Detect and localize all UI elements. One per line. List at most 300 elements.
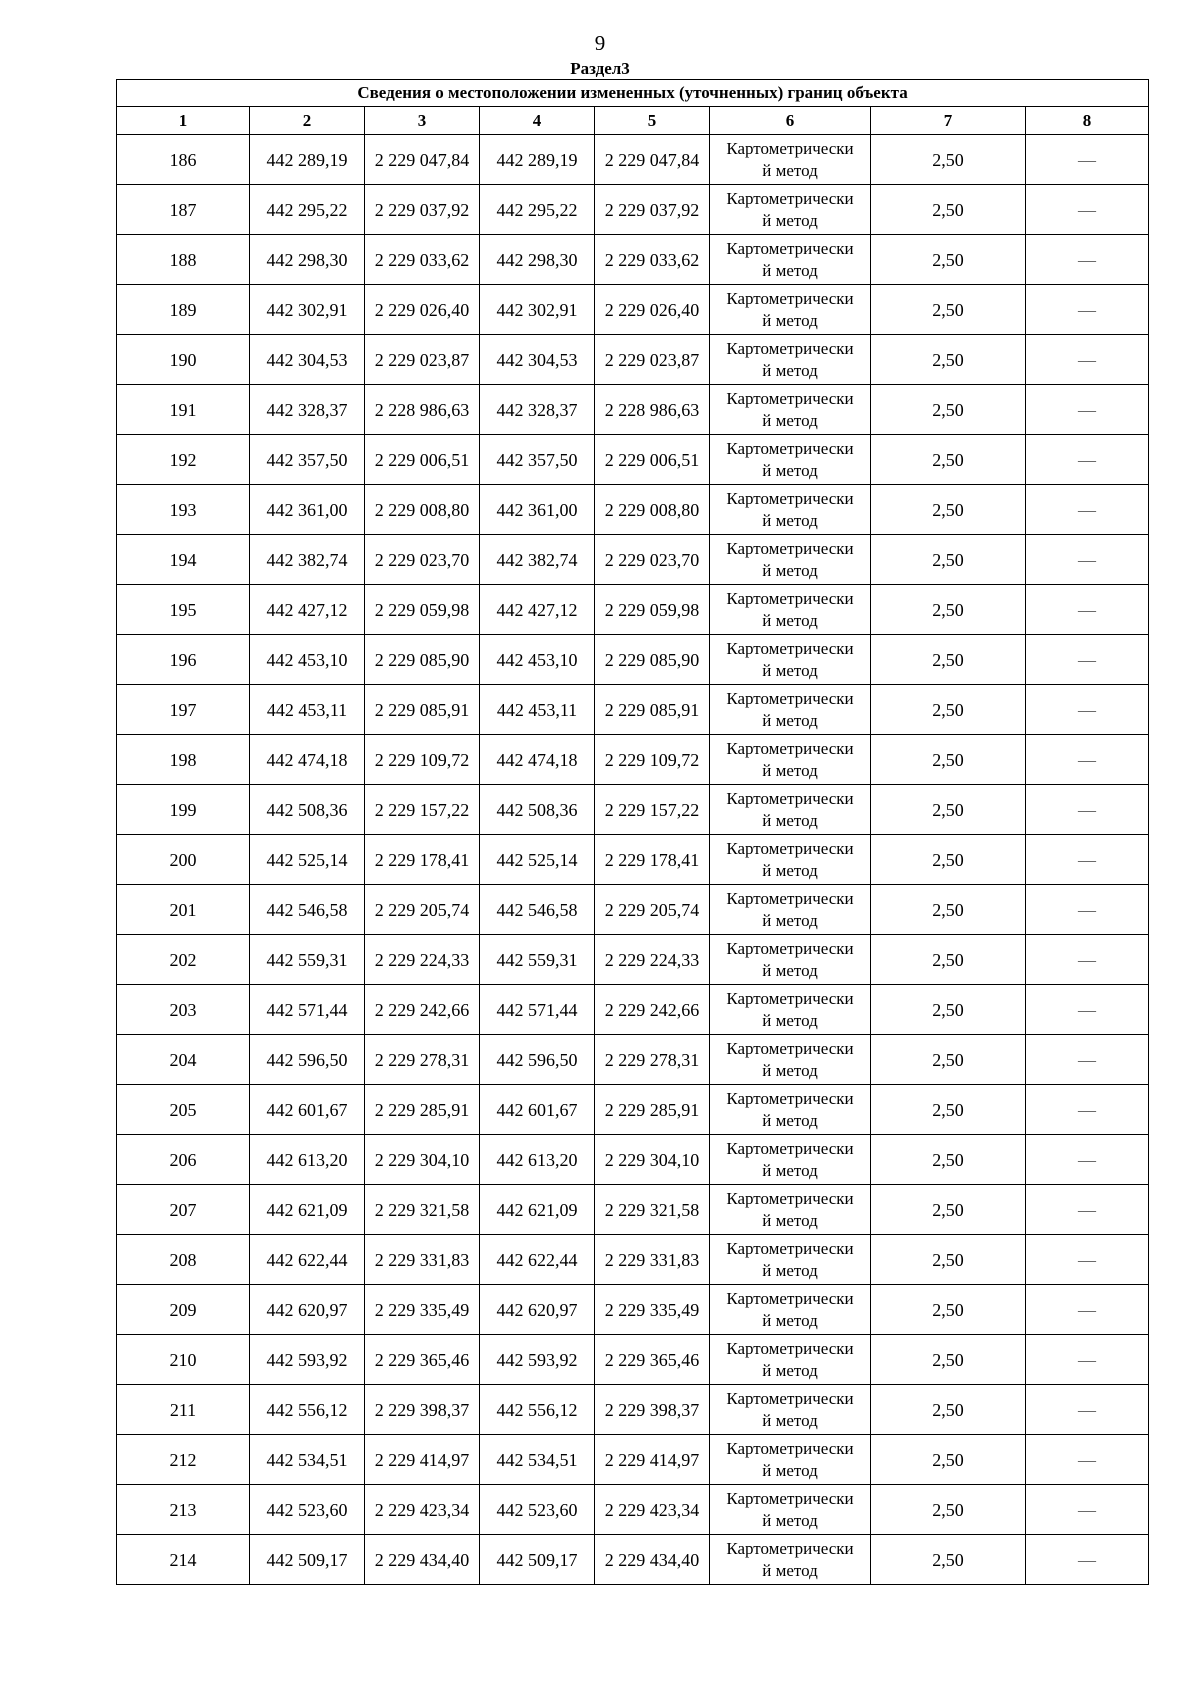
- description-cell: —: [1026, 885, 1149, 935]
- accuracy-cell: 2,50: [871, 535, 1026, 585]
- accuracy-cell: 2,50: [871, 1335, 1026, 1385]
- table-row: [117, 1485, 1149, 1535]
- accuracy-cell: 2,50: [871, 635, 1026, 685]
- method-text-line1: Картометрически: [726, 1338, 854, 1358]
- accuracy-cell: 2,50: [871, 135, 1026, 185]
- accuracy-cell: 2,50: [871, 585, 1026, 635]
- point-number-cell: 198: [117, 735, 250, 785]
- method-cell: [710, 485, 871, 535]
- method-text-line2: й метод: [762, 1260, 818, 1280]
- x-refined-cell: 442 298,30: [480, 235, 595, 285]
- y-refined-cell: 2 229 059,98: [595, 585, 710, 635]
- method-cell: [710, 285, 871, 335]
- description-cell: —: [1026, 935, 1149, 985]
- table-row: [117, 185, 1149, 235]
- y-existing-cell: 2 229 321,58: [365, 1185, 480, 1235]
- method-text-line1: Картометрически: [726, 1288, 854, 1308]
- method-cell: [710, 335, 871, 385]
- x-refined-cell: 442 509,17: [480, 1535, 595, 1585]
- x-existing-cell: 442 298,30: [250, 235, 365, 285]
- description-cell: —: [1026, 1485, 1149, 1535]
- method-text-line1: Картометрически: [726, 1538, 854, 1558]
- y-existing-cell: 2 229 434,40: [365, 1535, 480, 1585]
- accuracy-cell: 2,50: [871, 735, 1026, 785]
- x-refined-cell: 442 453,11: [480, 685, 595, 735]
- description-cell: —: [1026, 1185, 1149, 1235]
- x-existing-cell: 442 427,12: [250, 585, 365, 635]
- accuracy-cell: 2,50: [871, 235, 1026, 285]
- description-cell: —: [1026, 535, 1149, 585]
- column-number-6: 6: [710, 107, 871, 135]
- x-refined-cell: 442 302,91: [480, 285, 595, 335]
- x-refined-cell: 442 427,12: [480, 585, 595, 635]
- method-text-line2: й метод: [762, 1160, 818, 1180]
- y-existing-cell: 2 229 085,91: [365, 685, 480, 735]
- description-cell: —: [1026, 285, 1149, 335]
- method-text-line2: й метод: [762, 860, 818, 880]
- y-refined-cell: 2 229 423,34: [595, 1485, 710, 1535]
- x-refined-cell: 442 525,14: [480, 835, 595, 885]
- y-existing-cell: 2 229 033,62: [365, 235, 480, 285]
- table-row: [117, 685, 1149, 735]
- table-body: [117, 135, 1149, 1585]
- method-text-line1: Картометрически: [726, 1488, 854, 1508]
- table-row: [117, 1135, 1149, 1185]
- y-refined-cell: 2 229 365,46: [595, 1335, 710, 1385]
- x-refined-cell: 442 571,44: [480, 985, 595, 1035]
- point-number-cell: 212: [117, 1435, 250, 1485]
- x-existing-cell: 442 453,10: [250, 635, 365, 685]
- y-existing-cell: 2 229 224,33: [365, 935, 480, 985]
- y-existing-cell: 2 229 085,90: [365, 635, 480, 685]
- method-text-line2: й метод: [762, 1210, 818, 1230]
- x-existing-cell: 442 474,18: [250, 735, 365, 785]
- accuracy-cell: 2,50: [871, 385, 1026, 435]
- x-refined-cell: 442 534,51: [480, 1435, 595, 1485]
- method-text-line1: Картометрически: [726, 1188, 854, 1208]
- table-row: [117, 735, 1149, 785]
- y-refined-cell: 2 229 033,62: [595, 235, 710, 285]
- method-text-line1: Картометрически: [726, 838, 854, 858]
- table-row: [117, 785, 1149, 835]
- accuracy-cell: 2,50: [871, 1435, 1026, 1485]
- accuracy-cell: 2,50: [871, 1235, 1026, 1285]
- x-existing-cell: 442 523,60: [250, 1485, 365, 1535]
- accuracy-cell: 2,50: [871, 935, 1026, 985]
- point-number-cell: 186: [117, 135, 250, 185]
- x-refined-cell: 442 357,50: [480, 435, 595, 485]
- table-row: [117, 1385, 1149, 1435]
- method-cell: [710, 735, 871, 785]
- description-cell: —: [1026, 785, 1149, 835]
- point-number-cell: 197: [117, 685, 250, 735]
- method-text-line1: Картометрически: [726, 138, 854, 158]
- x-refined-cell: 442 593,92: [480, 1335, 595, 1385]
- description-cell: —: [1026, 435, 1149, 485]
- method-text-line1: Картометрически: [726, 1438, 854, 1458]
- x-existing-cell: 442 357,50: [250, 435, 365, 485]
- point-number-cell: 205: [117, 1085, 250, 1135]
- accuracy-cell: 2,50: [871, 485, 1026, 535]
- x-existing-cell: 442 546,58: [250, 885, 365, 935]
- accuracy-cell: 2,50: [871, 1135, 1026, 1185]
- y-refined-cell: 2 229 085,90: [595, 635, 710, 685]
- method-text-line1: Картометрически: [726, 188, 854, 208]
- table-row: [117, 1535, 1149, 1585]
- point-number-cell: 204: [117, 1035, 250, 1085]
- method-text-line1: Картометрически: [726, 788, 854, 808]
- x-existing-cell: 442 621,09: [250, 1185, 365, 1235]
- y-existing-cell: 2 229 414,97: [365, 1435, 480, 1485]
- method-text-line2: й метод: [762, 1560, 818, 1580]
- y-existing-cell: 2 229 178,41: [365, 835, 480, 885]
- y-refined-cell: 2 229 414,97: [595, 1435, 710, 1485]
- x-refined-cell: 442 453,10: [480, 635, 595, 685]
- method-cell: [710, 985, 871, 1035]
- table-row: [117, 135, 1149, 185]
- accuracy-cell: 2,50: [871, 1085, 1026, 1135]
- y-existing-cell: 2 229 023,70: [365, 535, 480, 585]
- method-text-line1: Картометрически: [726, 938, 854, 958]
- table-row: [117, 485, 1149, 535]
- x-existing-cell: 442 361,00: [250, 485, 365, 535]
- accuracy-cell: 2,50: [871, 335, 1026, 385]
- point-number-cell: 214: [117, 1535, 250, 1585]
- x-existing-cell: 442 508,36: [250, 785, 365, 835]
- y-refined-cell: 2 229 398,37: [595, 1385, 710, 1435]
- accuracy-cell: 2,50: [871, 885, 1026, 935]
- table-row: [117, 1285, 1149, 1335]
- point-number-cell: 213: [117, 1485, 250, 1535]
- method-cell: [710, 635, 871, 685]
- y-existing-cell: 2 229 331,83: [365, 1235, 480, 1285]
- y-existing-cell: 2 229 026,40: [365, 285, 480, 335]
- description-cell: —: [1026, 1285, 1149, 1335]
- x-existing-cell: 442 620,97: [250, 1285, 365, 1335]
- method-text-line1: Картометрически: [726, 238, 854, 258]
- table-caption: Сведения о местоположении измененных (уточненных) границ объекта: [117, 80, 1149, 107]
- method-text-line2: й метод: [762, 910, 818, 930]
- description-cell: —: [1026, 1085, 1149, 1135]
- point-number-cell: 207: [117, 1185, 250, 1235]
- x-refined-cell: 442 295,22: [480, 185, 595, 235]
- y-refined-cell: 2 229 278,31: [595, 1035, 710, 1085]
- y-existing-cell: 2 229 109,72: [365, 735, 480, 785]
- accuracy-cell: 2,50: [871, 185, 1026, 235]
- method-text-line2: й метод: [762, 1510, 818, 1530]
- method-text-line2: й метод: [762, 710, 818, 730]
- method-text-line1: Картометрически: [726, 888, 854, 908]
- y-existing-cell: 2 229 059,98: [365, 585, 480, 635]
- method-text-line2: й метод: [762, 610, 818, 630]
- description-cell: —: [1026, 835, 1149, 885]
- point-number-cell: 194: [117, 535, 250, 585]
- description-cell: —: [1026, 635, 1149, 685]
- method-text-line1: Картометрически: [726, 488, 854, 508]
- y-refined-cell: 2 229 026,40: [595, 285, 710, 335]
- y-refined-cell: 2 229 242,66: [595, 985, 710, 1035]
- method-cell: [710, 785, 871, 835]
- method-text-line2: й метод: [762, 760, 818, 780]
- description-cell: —: [1026, 1335, 1149, 1385]
- point-number-cell: 211: [117, 1385, 250, 1435]
- description-cell: —: [1026, 1235, 1149, 1285]
- column-number-3: 3: [365, 107, 480, 135]
- method-cell: [710, 435, 871, 485]
- x-refined-cell: 442 508,36: [480, 785, 595, 835]
- x-refined-cell: 442 621,09: [480, 1185, 595, 1235]
- y-existing-cell: 2 229 037,92: [365, 185, 480, 235]
- method-text-line2: й метод: [762, 810, 818, 830]
- boundary-coordinates-table: [116, 79, 1149, 1585]
- method-text-line2: й метод: [762, 260, 818, 280]
- y-refined-cell: 2 229 205,74: [595, 885, 710, 935]
- method-text-line1: Картометрически: [726, 738, 854, 758]
- method-cell: [710, 1385, 871, 1435]
- y-existing-cell: 2 229 023,87: [365, 335, 480, 385]
- y-refined-cell: 2 229 285,91: [595, 1085, 710, 1135]
- accuracy-cell: 2,50: [871, 1285, 1026, 1335]
- method-cell: [710, 1085, 871, 1135]
- method-cell: [710, 885, 871, 935]
- method-cell: [710, 1335, 871, 1385]
- y-existing-cell: 2 229 304,10: [365, 1135, 480, 1185]
- description-cell: —: [1026, 185, 1149, 235]
- table-row: [117, 385, 1149, 435]
- method-cell: [710, 185, 871, 235]
- x-existing-cell: 442 289,19: [250, 135, 365, 185]
- y-existing-cell: 2 229 047,84: [365, 135, 480, 185]
- x-existing-cell: 442 509,17: [250, 1535, 365, 1585]
- accuracy-cell: 2,50: [871, 985, 1026, 1035]
- method-cell: [710, 385, 871, 435]
- method-cell: [710, 235, 871, 285]
- table-row: [117, 835, 1149, 885]
- method-text-line1: Картометрически: [726, 1038, 854, 1058]
- x-refined-cell: 442 304,53: [480, 335, 595, 385]
- point-number-cell: 201: [117, 885, 250, 935]
- description-cell: —: [1026, 385, 1149, 435]
- x-refined-cell: 442 523,60: [480, 1485, 595, 1535]
- point-number-cell: 189: [117, 285, 250, 335]
- x-existing-cell: 442 453,11: [250, 685, 365, 735]
- method-cell: [710, 835, 871, 885]
- point-number-cell: 187: [117, 185, 250, 235]
- y-refined-cell: 2 229 321,58: [595, 1185, 710, 1235]
- x-existing-cell: 442 613,20: [250, 1135, 365, 1185]
- x-existing-cell: 442 571,44: [250, 985, 365, 1035]
- y-refined-cell: 2 229 006,51: [595, 435, 710, 485]
- y-refined-cell: 2 229 304,10: [595, 1135, 710, 1185]
- point-number-cell: 206: [117, 1135, 250, 1185]
- method-text-line2: й метод: [762, 1010, 818, 1030]
- table-row: [117, 335, 1149, 385]
- x-existing-cell: 442 328,37: [250, 385, 365, 435]
- method-cell: [710, 135, 871, 185]
- x-refined-cell: 442 556,12: [480, 1385, 595, 1435]
- table-row: [117, 985, 1149, 1035]
- description-cell: —: [1026, 1435, 1149, 1485]
- y-refined-cell: 2 229 224,33: [595, 935, 710, 985]
- method-text-line2: й метод: [762, 960, 818, 980]
- x-refined-cell: 442 328,37: [480, 385, 595, 435]
- x-existing-cell: 442 556,12: [250, 1385, 365, 1435]
- method-text-line2: й метод: [762, 310, 818, 330]
- table-row: [117, 1435, 1149, 1485]
- description-cell: —: [1026, 235, 1149, 285]
- x-existing-cell: 442 295,22: [250, 185, 365, 235]
- method-text-line2: й метод: [762, 210, 818, 230]
- description-cell: —: [1026, 985, 1149, 1035]
- y-existing-cell: 2 229 205,74: [365, 885, 480, 935]
- description-cell: —: [1026, 735, 1149, 785]
- y-refined-cell: 2 229 085,91: [595, 685, 710, 735]
- method-text-line2: й метод: [762, 660, 818, 680]
- method-cell: [710, 1235, 871, 1285]
- accuracy-cell: 2,50: [871, 285, 1026, 335]
- method-text-line1: Картометрически: [726, 1088, 854, 1108]
- accuracy-cell: 2,50: [871, 1535, 1026, 1585]
- method-cell: [710, 1135, 871, 1185]
- accuracy-cell: 2,50: [871, 785, 1026, 835]
- y-refined-cell: 2 229 023,87: [595, 335, 710, 385]
- y-refined-cell: 2 229 037,92: [595, 185, 710, 235]
- point-number-cell: 196: [117, 635, 250, 685]
- method-text-line2: й метод: [762, 1310, 818, 1330]
- y-existing-cell: 2 229 006,51: [365, 435, 480, 485]
- point-number-cell: 202: [117, 935, 250, 985]
- table-row: [117, 935, 1149, 985]
- method-cell: [710, 1185, 871, 1235]
- column-number-2: 2: [250, 107, 365, 135]
- point-number-cell: 195: [117, 585, 250, 635]
- x-refined-cell: 442 596,50: [480, 1035, 595, 1085]
- x-existing-cell: 442 559,31: [250, 935, 365, 985]
- column-number-8: 8: [1026, 107, 1149, 135]
- accuracy-cell: 2,50: [871, 685, 1026, 735]
- description-cell: —: [1026, 1385, 1149, 1435]
- table-row: [117, 1235, 1149, 1285]
- method-text-line1: Картометрически: [726, 688, 854, 708]
- x-existing-cell: 442 622,44: [250, 1235, 365, 1285]
- y-existing-cell: 2 228 986,63: [365, 385, 480, 435]
- point-number-cell: 210: [117, 1335, 250, 1385]
- method-text-line2: й метод: [762, 510, 818, 530]
- description-cell: —: [1026, 685, 1149, 735]
- x-refined-cell: 442 620,97: [480, 1285, 595, 1335]
- y-refined-cell: 2 229 109,72: [595, 735, 710, 785]
- y-refined-cell: 2 229 335,49: [595, 1285, 710, 1335]
- method-text-line1: Картометрически: [726, 388, 854, 408]
- x-existing-cell: 442 525,14: [250, 835, 365, 885]
- method-text-line1: Картометрически: [726, 538, 854, 558]
- method-cell: [710, 585, 871, 635]
- column-number-row: [117, 107, 1149, 135]
- description-cell: —: [1026, 1535, 1149, 1585]
- y-existing-cell: 2 229 242,66: [365, 985, 480, 1035]
- table-row: [117, 535, 1149, 585]
- x-existing-cell: 442 596,50: [250, 1035, 365, 1085]
- table-row: [117, 1035, 1149, 1085]
- table-row: [117, 285, 1149, 335]
- method-text-line2: й метод: [762, 160, 818, 180]
- y-existing-cell: 2 229 423,34: [365, 1485, 480, 1535]
- section-title: Раздел3: [570, 59, 630, 78]
- x-existing-cell: 442 534,51: [250, 1435, 365, 1485]
- y-refined-cell: 2 229 047,84: [595, 135, 710, 185]
- column-number-5: 5: [595, 107, 710, 135]
- table-row: [117, 235, 1149, 285]
- y-existing-cell: 2 229 008,80: [365, 485, 480, 535]
- description-cell: —: [1026, 335, 1149, 385]
- method-text-line2: й метод: [762, 1360, 818, 1380]
- description-cell: —: [1026, 585, 1149, 635]
- point-number-cell: 203: [117, 985, 250, 1035]
- method-cell: [710, 935, 871, 985]
- point-number-cell: 190: [117, 335, 250, 385]
- method-text-line1: Картометрически: [726, 338, 854, 358]
- x-existing-cell: 442 302,91: [250, 285, 365, 335]
- x-existing-cell: 442 382,74: [250, 535, 365, 585]
- point-number-cell: 192: [117, 435, 250, 485]
- x-existing-cell: 442 601,67: [250, 1085, 365, 1135]
- table-row: [117, 1185, 1149, 1235]
- column-number-1: 1: [117, 107, 250, 135]
- y-existing-cell: 2 229 157,22: [365, 785, 480, 835]
- accuracy-cell: 2,50: [871, 1385, 1026, 1435]
- accuracy-cell: 2,50: [871, 435, 1026, 485]
- y-existing-cell: 2 229 285,91: [365, 1085, 480, 1135]
- table-row: [117, 1335, 1149, 1385]
- accuracy-cell: 2,50: [871, 1035, 1026, 1085]
- column-number-4: 4: [480, 107, 595, 135]
- method-cell: [710, 1285, 871, 1335]
- table-row: [117, 1085, 1149, 1135]
- accuracy-cell: 2,50: [871, 1185, 1026, 1235]
- point-number-cell: 191: [117, 385, 250, 435]
- method-cell: [710, 1435, 871, 1485]
- method-text-line2: й метод: [762, 560, 818, 580]
- x-refined-cell: 442 613,20: [480, 1135, 595, 1185]
- method-cell: [710, 535, 871, 585]
- method-cell: [710, 1485, 871, 1535]
- accuracy-cell: 2,50: [871, 1485, 1026, 1535]
- y-refined-cell: 2 229 008,80: [595, 485, 710, 535]
- y-existing-cell: 2 229 278,31: [365, 1035, 480, 1085]
- point-number-cell: 200: [117, 835, 250, 885]
- method-cell: [710, 1035, 871, 1085]
- method-text-line2: й метод: [762, 1460, 818, 1480]
- method-cell: [710, 1535, 871, 1585]
- x-existing-cell: 442 304,53: [250, 335, 365, 385]
- method-cell: [710, 685, 871, 735]
- method-text-line1: Картометрически: [726, 638, 854, 658]
- method-text-line2: й метод: [762, 410, 818, 430]
- x-refined-cell: 442 559,31: [480, 935, 595, 985]
- description-cell: —: [1026, 1035, 1149, 1085]
- x-refined-cell: 442 546,58: [480, 885, 595, 935]
- y-refined-cell: 2 229 023,70: [595, 535, 710, 585]
- point-number-cell: 188: [117, 235, 250, 285]
- method-text-line2: й метод: [762, 460, 818, 480]
- x-existing-cell: 442 593,92: [250, 1335, 365, 1385]
- method-text-line1: Картометрически: [726, 588, 854, 608]
- y-existing-cell: 2 229 335,49: [365, 1285, 480, 1335]
- page-number: 9: [594, 31, 606, 55]
- accuracy-cell: 2,50: [871, 835, 1026, 885]
- method-text-line2: й метод: [762, 1110, 818, 1130]
- x-refined-cell: 442 382,74: [480, 535, 595, 585]
